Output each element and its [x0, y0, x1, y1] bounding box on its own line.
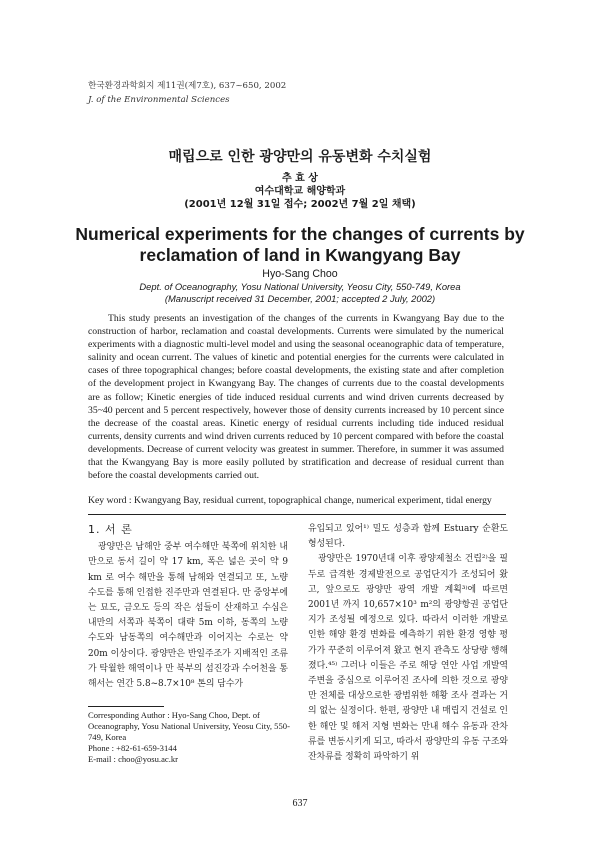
english-author-block	[0, 268, 600, 306]
english-title-line2: reclamation of land in Kwangyang Bay	[139, 245, 461, 265]
body-paragraph: 광양만은 1970년대 이후 광양제철소 건립²⁾을 필두로 급격한 경제발전으로 공업단지가 조성되어 왔고, 앞으로도 광양만 광역 개발 계획³⁾에 따르면 2001년 까지 10,657×10³ m²의 광양항권 공업단지가 조성될 예정으로 있다. 따라서 이러한 개발로 인한 해양 환경 변화를 예측하기 위한 환경 영향 평가가 꾸준히 이루어져 왔고 현지 관측도 상당량 행해졌다.⁴⁵⁾ 그러나 이들은 주로 해당 연안 사업 개발역 주변을 중심으로 이루어진 조사에 의한 것으로 광양만 전체를 대상으로한 광범위한 해황 조사 결과는 거의 없는 실정이다. 한편, 광양만 내 매립지 건설로 인한 해안 및 해저 지형 변화는 만내 해수 유동과 잔차류를 변동시키게 되고, 따라서 광양만의 유동 구조와 잔차류를 정확히 파악하기 위	[308, 554, 508, 763]
section-title: 1. 서 론	[88, 523, 133, 536]
journal-header	[88, 79, 286, 107]
footnote	[88, 710, 298, 765]
korean-received: (2001년 12월 31일 접수; 2002년 7월 2일 채택)	[184, 199, 416, 210]
footnote-author: Corresponding Author : Hyo-Sang Choo, Dept. of Oceanography, Yosu National University, Yeosu City, 550-749, Korea	[88, 710, 290, 742]
journal-title-en: J. of the Environmental Sciences	[88, 95, 230, 105]
english-received: (Manuscript received 31 December, 2001; accepted 2 July, 2002)	[164, 293, 436, 304]
korean-author-block	[0, 172, 600, 211]
page-number: 637	[292, 798, 308, 809]
korean-affiliation: 여수대학교 해양학과	[254, 186, 346, 197]
footnote-divider	[88, 706, 164, 707]
english-author: Hyo-Sang Choo	[262, 268, 338, 280]
footnote-phone: Phone : +82-61-659-3144	[88, 743, 177, 753]
korean-title: 매립으로 인한 광양만의 유동변화 수치실험	[168, 149, 432, 165]
body-paragraph: 유입되고 있어¹⁾ 밀도 성층과 함께 Estuary 순환도 형성된다.	[308, 524, 508, 550]
body-paragraph: 광양만은 남해안 중부 여수해만 북쪽에 위치한 내만으로 동서 길이 약 17 km, 폭은 넓은 곳이 약 9 km 로 여수 해만을 통해 남해와 연결되고 또, 노량 수도를 통해 인접한 진주만과 연결된다. 만 중앙부에는 묘도, 금오도 등의 작은 섬들이 산재하고 수심은 내만의 서쪽과 북쪽이 대략 5m 이하, 동쪽의 노량 수도와 남동쪽의 여수해만과 이어지는 수로는 약 20m 이상이다. 광양만은 반일주조가 지배적인 조류가 탁월한 해역이나 만 북부의 섬진강과 수어천을 통해서는 연간 5.8~8.7×10⁸ 톤의 담수가	[88, 542, 288, 690]
english-title	[0, 224, 600, 266]
keywords: Key word : Kwangyang Bay, residual current, topographical change, numerical experiment, tidal energy	[88, 495, 492, 506]
korean-author: 추 효 상	[282, 173, 318, 184]
abstract: This study presents an investigation of the changes of the currents in Kwangyang Bay due to the construction of harbor, reclamation and coastal developments. Currents were simulated by the numerical experiments with a diagnostic multi-level model and using the seasonal oceanographic data of temperature, salinity and ocean current. The values of kinetic and potential energies for the currents were calculated in cases of three topographical changes; before coastal developments, the existing state and after completion of the development project in Kwangyang Bay. The changes of currents due to the coastal developments are as follow; Kinetic energies of tide induced residual currents and wind driven currents decreased by 35~40 percent and 5 percent respectively, however those of density currents increased by 10 percent since the decrease of the coastal areas. Kinetic energy of residual currents including tide induced residual currents, density currents and wind driven currents reduced by 10 percent compared with before the coastal developments. Decrease of current velocity was greatest in summer. Therefore, in summer it was assumed that the Kwangyang Bay is more easily polluted by stratification and decrease of residual current than before the coastal developments carried out.	[88, 313, 504, 482]
english-affiliation: Dept. of Oceanography, Yosu National University, Yeosu City, 550-749, Korea	[139, 280, 461, 292]
divider	[88, 514, 506, 515]
left-column	[88, 522, 288, 692]
journal-title-kr: 한국환경과학회지 제11권(제7호), 637~650, 2002	[88, 81, 287, 91]
footnote-email: E-mail : choo@yosu.ac.kr	[88, 754, 179, 764]
right-column	[308, 522, 508, 765]
english-title-line1: Numerical experiments for the changes of currents by	[75, 224, 525, 244]
